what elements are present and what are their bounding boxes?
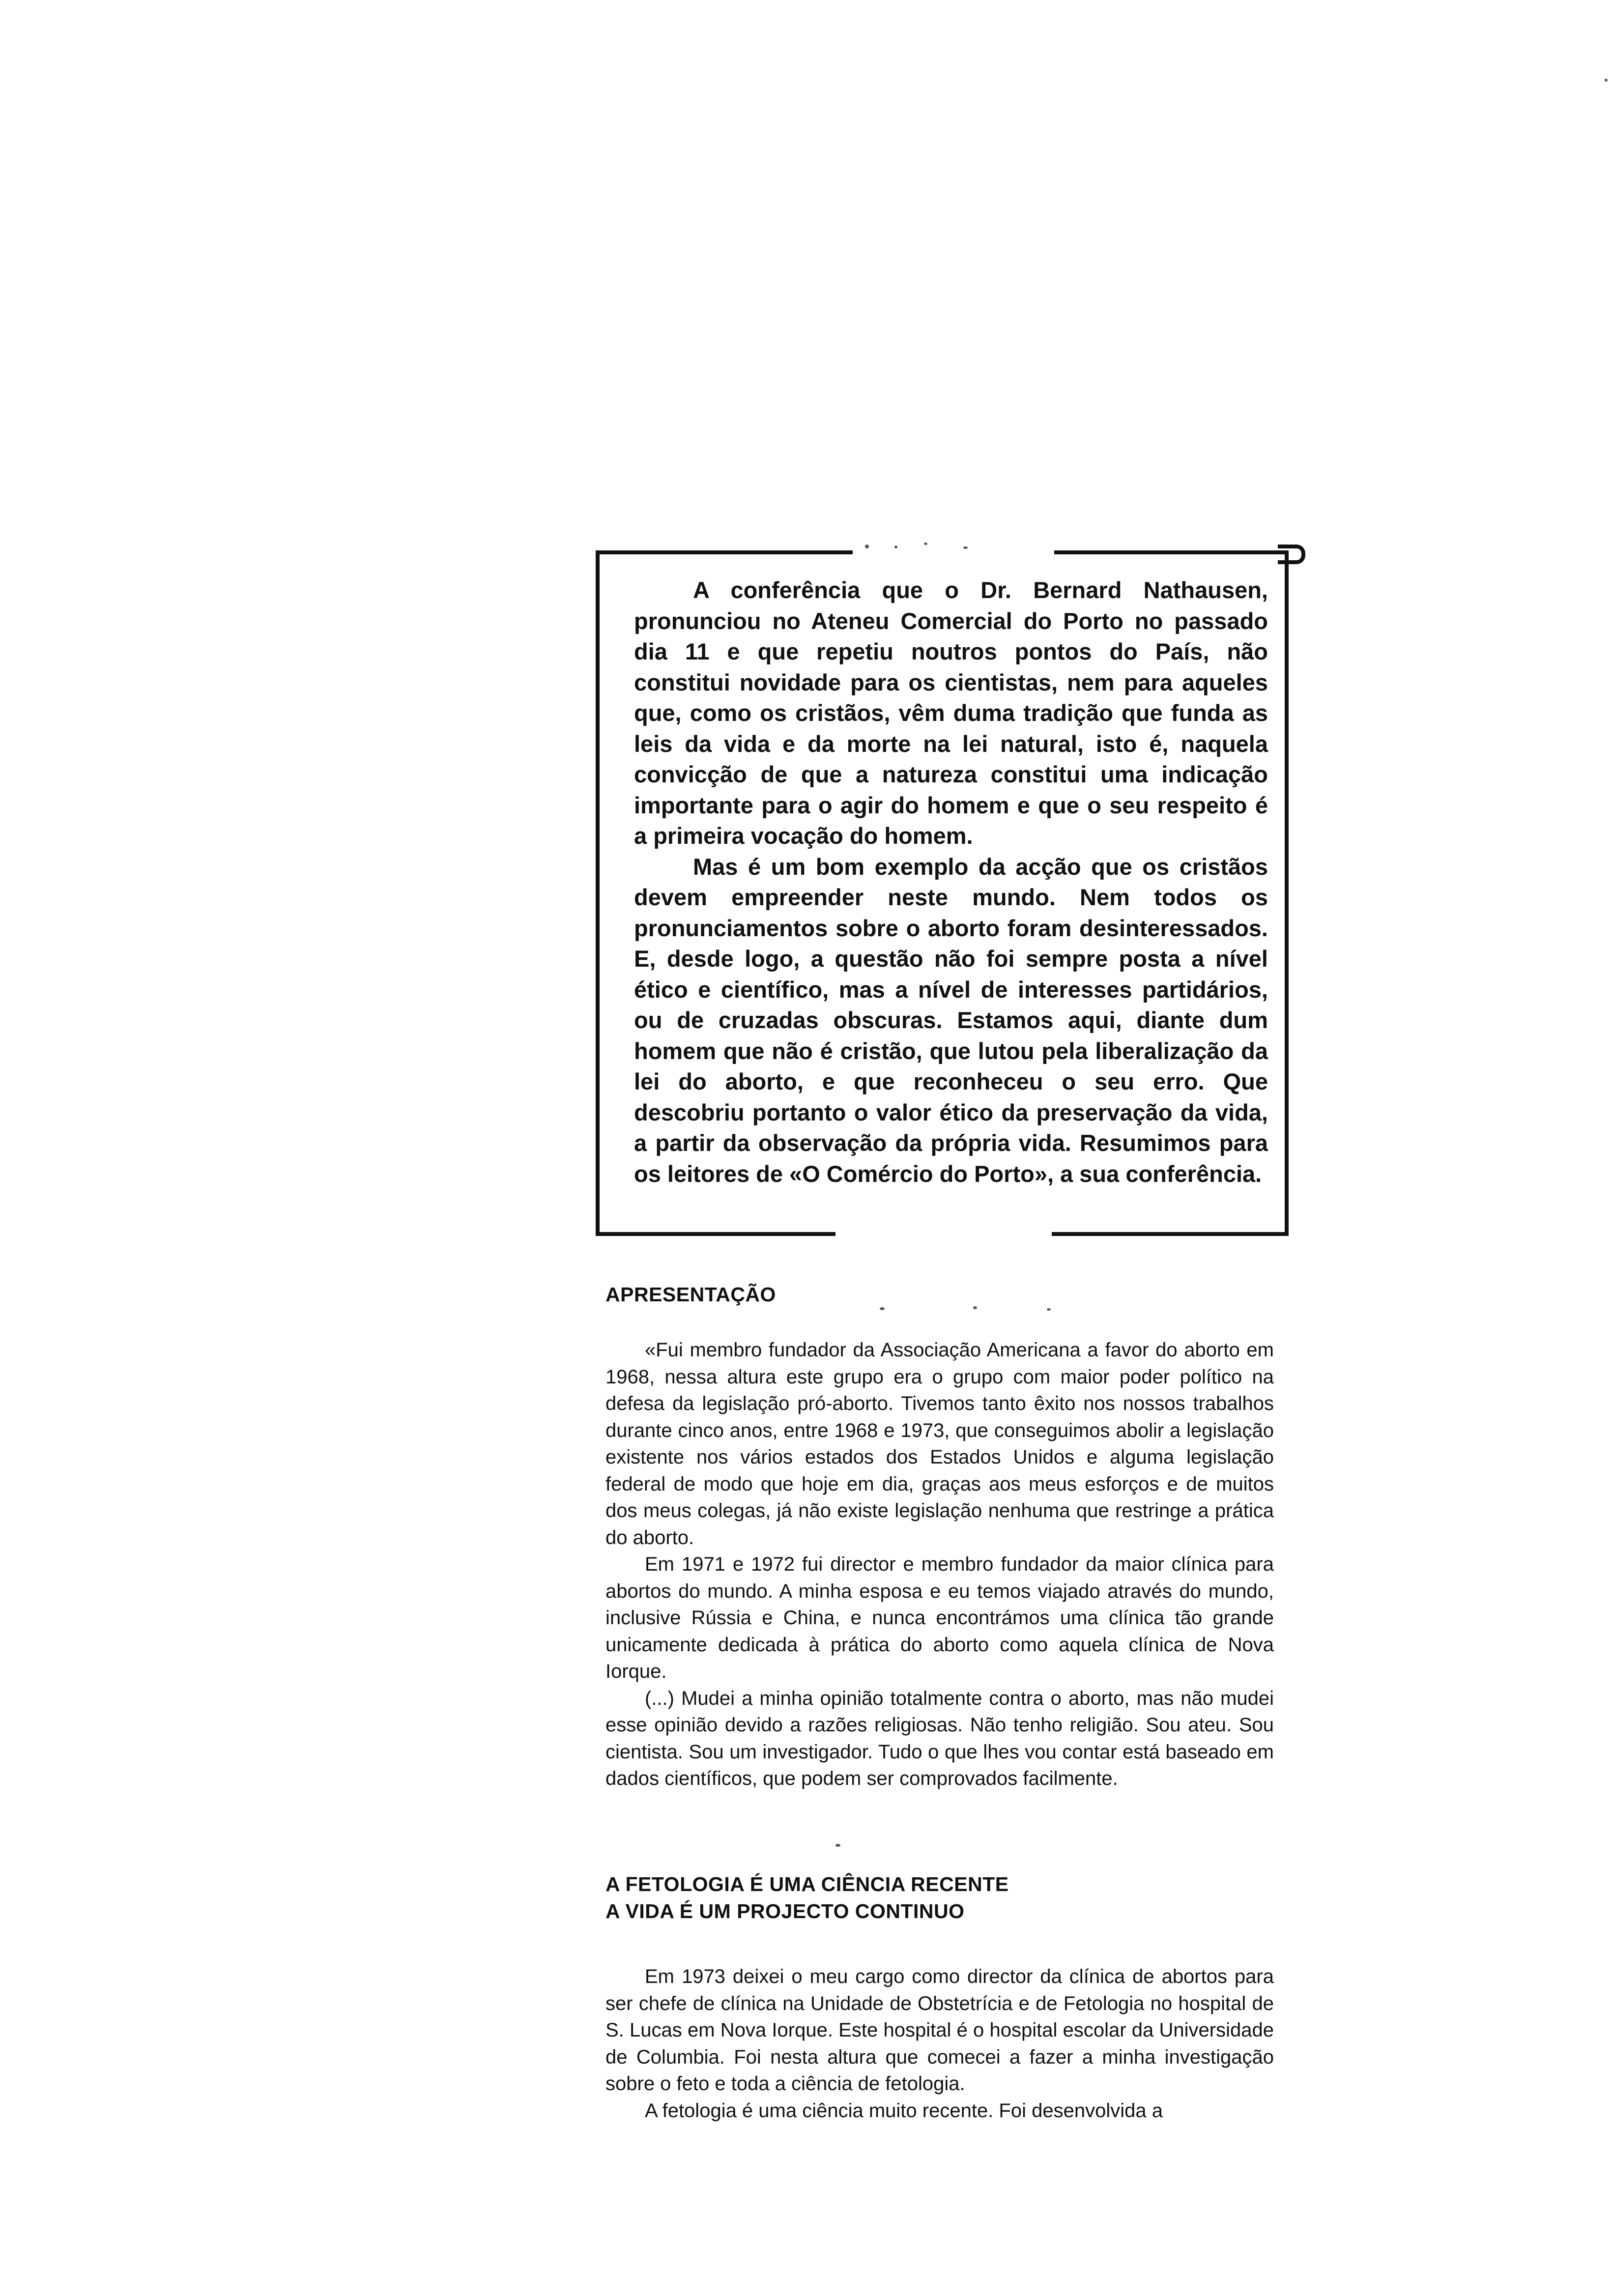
scan-speck [1047,1308,1051,1311]
scan-speck [865,545,869,548]
frame-gap-top [853,541,1054,560]
section1-paragraph-2: Em 1971 e 1972 fui director e membro fundador da maior clínica para abortos do mundo. A minha esposa e eu temos viajado através do mundo, inclusive Rússia e China, e nunca encontrámos uma clínica tão grande unicamente dedicada à prática do aborto como aquela clínica de Nova Iorque. [605,1553,1274,1682]
section1-paragraph-1: «Fui membro fundador da Associação Americana a favor do aborto em 1968, nessa altura este grupo era o grupo com maior poder político na defesa da legislação pró-aborto. Tivemos tanto êxito nos nossos trabalhos durante cinco anos, entre 1968 e 1973, que conseguimos abolir a legislação existente nos vários estados dos Estados Unidos e alguma legislação federal de modo que hoje em dia, graças aos meus esforços e de muitos dos meus colegas, já não existe legislação nenhuma que restringe a prática do aborto. [605,1339,1274,1549]
section-heading-fetologia: A FETOLOGIA É UMA CIÊNCIA RECENTE [605,1873,1009,1895]
scan-speck [1605,79,1608,82]
section2-body [605,1963,1274,2124]
frame-corner-mark [1278,545,1305,564]
section-heading-vida: A VIDA É UM PROJECTO CONTINUO [605,1900,965,1923]
scan-speck [924,543,927,545]
section-heading-apresentacao: APRESENTAÇÃO [605,1283,776,1306]
intro-text [634,575,1268,1189]
intro-paragraph-2: Mas é um bom exemplo da acção que os cristãos devem empreender neste mundo. Nem todos os pronunciamentos sobre o aborto foram desinteressados. E, desde logo, a questão não foi sempre posta a nível ético e científico, mas a nível de interesses partidários, ou de cruzadas obscuras. Estamos aqui, diante dum homem que não é cristão, que lutou pela liberalização da lei do aborto, e que reconheceu o seu erro. Que descobriu portanto o valor ético da preservação da vida, a partir da observação da própria vida. Resumimos para os leitores de «O Comércio do Porto», a sua conferência. [634,853,1268,1187]
section2-paragraph-2: A fetologia é uma ciência muito recente. Foi desenvolvida a [645,2099,1163,2122]
section1-paragraph-3: (...) Mudei a minha opinião totalmente contra o aborto, mas não mudei esse opinião devido a razões religiosas. Não tenho religião. Sou ateu. Sou cientista. Sou um investigador. Tudo o que lhes vou contar está baseado em dados científicos, que podem ser comprovados facilmente. [605,1687,1274,1789]
section2-paragraph-1: Em 1973 deixei o meu cargo como director da clínica de abortos para ser chefe de clínica na Unidade de Obstetrícia e de Fetologia no hospital de S. Lucas em Nova Iorque. Este hospital é o hospital escolar da Universidade de Columbia. Foi nesta altura que comecei a fazer a minha investigação sobre o feto e toda a ciência de fetologia. [605,1966,1274,2095]
scan-speck [973,1306,977,1309]
scan-speck [963,546,968,549]
section1-body [605,1337,1274,1792]
scan-speck [880,1307,885,1310]
frame-gap-bottom [835,1226,1052,1246]
scan-speck [894,545,897,548]
scan-speck [835,1844,840,1847]
intro-paragraph-1: A conferência que o Dr. Bernard Nathausen, pronunciou no Ateneu Comercial do Porto no passado dia 11 e que repetiu noutros pontos do País, não constitui novidade para os cientistas, nem para aqueles que, como os cristãos, vêm duma tradição que funda as leis da vida e da morte na lei natural, isto é, naquela convicção de que a natureza constitui uma indicação importante para o agir do homem e que o seu respeito é a primeira vocação do homem. [634,577,1268,849]
